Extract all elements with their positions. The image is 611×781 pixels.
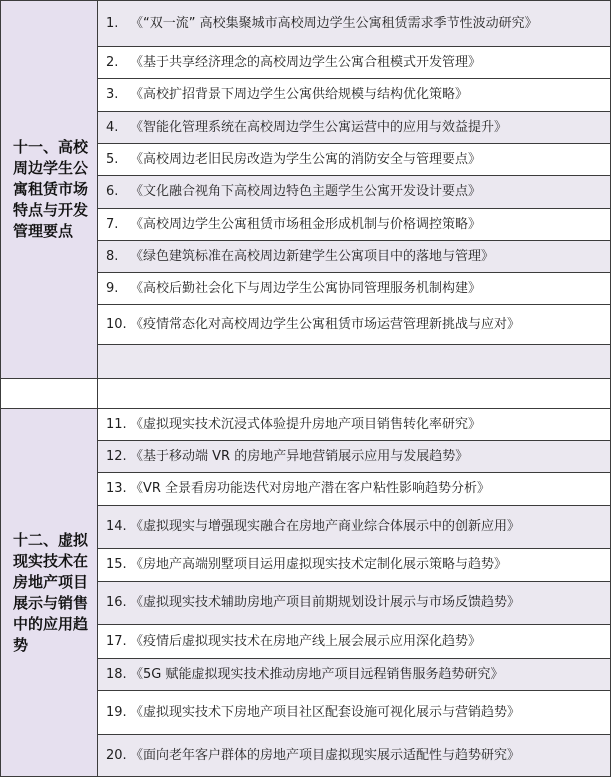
list-item [98, 47, 611, 79]
item-title: 《疫情后虚拟现实技术在房地产线上展会展示应用深化趋势》 [130, 633, 482, 649]
item-number: 6. [106, 184, 119, 199]
item-title: 《基于移动端 VR 的房地产异地营销展示应用与发展趋势》 [130, 448, 469, 464]
item-title: 《“双一流” 高校集聚城市高校周边学生公寓租赁需求季节性波动研究》 [130, 15, 538, 31]
list-item [98, 735, 611, 777]
item-number: 2. [106, 54, 119, 70]
item-title: 《虚拟现实技术沉浸式体验提升房地产项目销售转化率研究》 [130, 416, 482, 432]
list-item [98, 79, 611, 112]
item-number: 4. [106, 119, 119, 135]
item-number: 3. [106, 87, 119, 102]
item-title: 《高校后勤社会化下与周边学生公寓协同管理服务机制构建》 [130, 280, 482, 296]
item-number: 13. [106, 481, 127, 496]
item-number: 14. [106, 519, 127, 534]
item-number: 11. [106, 416, 127, 432]
spacer-row [1, 379, 611, 409]
item-number: 10. [106, 316, 127, 332]
item-number: 16. [106, 595, 127, 610]
item-title: 《VR 全景看房功能迭代对房地产潜在客户粘性影响趋势分析》 [130, 481, 491, 496]
list-item [98, 659, 611, 691]
item-title: 《高校扩招背景下周边学生公寓供给规模与结构优化策略》 [130, 87, 469, 102]
item-title: 《高校周边老旧民房改造为学生公寓的消防安全与管理要点》 [130, 151, 482, 167]
item-title: 《智能化管理系统在高校周边学生公寓运营中的应用与效益提升》 [130, 119, 508, 135]
list-item [98, 1, 611, 47]
list-item [98, 625, 611, 659]
item-title: 《虚拟现实与增强现实融合在房地产商业综合体展示中的创新应用》 [130, 519, 521, 534]
item-number: 7. [106, 216, 119, 232]
item-title: 《5G 赋能虚拟现实技术推动房地产项目远程销售服务趋势研究》 [130, 666, 504, 682]
section-title-cell [1, 1, 98, 379]
item-title: 《高校周边学生公寓租赁市场租金形成机制与价格调控策略》 [130, 216, 482, 232]
list-item [98, 273, 611, 305]
section-title: 十二、虚拟现实技术在房地产项目展示与销售中的应用趋势 [13, 530, 89, 654]
item-title: 《绿色建筑标准在高校周边新建学生公寓项目中的落地与管理》 [130, 248, 495, 264]
list-item [98, 305, 611, 345]
list-item [98, 409, 611, 441]
item-number: 20. [106, 747, 127, 763]
list-item [98, 144, 611, 176]
list-item [98, 441, 611, 473]
empty-cell [98, 345, 611, 379]
item-title: 《房地产高端别墅项目运用虚拟现实技术定制化展示策略与趋势》 [130, 557, 508, 572]
empty-cell [98, 379, 611, 409]
list-item [98, 209, 611, 241]
list-item [98, 241, 611, 273]
section-title: 十一、高校周边学生公寓租赁市场特点与开发管理要点 [13, 138, 89, 240]
item-title: 《虚拟现实技术辅助房地产项目前期规划设计展示与市场反馈趋势》 [130, 595, 521, 610]
list-item [98, 549, 611, 582]
list-item [98, 112, 611, 144]
list-item [98, 176, 611, 209]
item-number: 8. [106, 248, 119, 264]
item-number: 9. [106, 280, 119, 296]
item-number: 1. [106, 15, 119, 31]
list-item [98, 506, 611, 549]
table-row [1, 1, 611, 47]
list-item [98, 691, 611, 735]
item-number: 18. [106, 666, 127, 682]
item-title: 《虚拟现实技术下房地产项目社区配套设施可视化展示与营销趋势》 [130, 704, 521, 720]
list-item [98, 582, 611, 625]
item-number: 5. [106, 151, 119, 167]
table-row [1, 409, 611, 441]
list-item [98, 473, 611, 506]
empty-cell [1, 379, 98, 409]
section-title-cell [1, 409, 98, 777]
item-number: 15. [106, 557, 127, 572]
item-number: 19. [106, 704, 127, 720]
item-title: 《文化融合视角下高校周边特色主题学生公寓开发设计要点》 [130, 184, 482, 199]
item-title: 《基于共享经济理念的高校周边学生公寓合租模式开发管理》 [130, 54, 482, 70]
item-title: 《面向老年客户群体的房地产项目虚拟现实展示适配性与趋势研究》 [130, 747, 521, 763]
item-number: 17. [106, 633, 127, 649]
item-number: 12. [106, 448, 127, 464]
item-title: 《疫情常态化对高校周边学生公寓租赁市场运营管理新挑战与应对》 [130, 316, 521, 332]
